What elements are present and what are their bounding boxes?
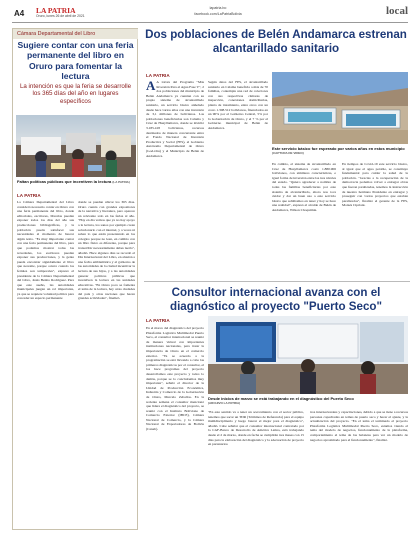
header-rule [12, 22, 408, 23]
story1-photo-credit: (CAPTURA DE VIDEO) [272, 151, 304, 155]
story2-col-1: En el marco del diagnóstico del proyecto Plataforma Logística Multimodal Puerto Seco, el consultor internacional se reunió de manera virtual con importantes instituciones nacionales, para tratar la importancia de Oruro en el comercio exterior. "Ya se acuerdo a la programación se está llevando a cabo las primeros diagnósticos por el consultor, el los hace programas del proyecto desarrollamos este proyecto y todos lo demás, porque se lo concluiremos muy importante", señaló el director de la Unidad de Producción Económica, Industria y Comercio de la Gobernación de Oruro, Marcelo Zeballos. En la reciente semana el consultor mencionó que lidera el diagnóstico del proyecto, se reunió con el Instituto Boliviano de Comercio Exterior (IBCE), Cámara Nacional de Comercio, y la Cámara Nacional de Exportadores de Bolivia (Caneb). [146, 326, 204, 432]
story1-col-3: En cambio, el sistema de alcantarillado en Cruz de Huayllamarca costó 1.880.906 bolivianos, con similares características, e igual forma de inversión entre las tres niveles del estado. "Quiero agradecer a nombre de todas las familias beneficiarias por este sistema de alcantarillado, ahora nos toca cuidar y dar un buen uso a este servicio básico que soñábamos en tener y hoy se hace una realidad", expresó el alcalde de Belén de Andamarca, Wilson Choquimia. [272, 162, 336, 212]
story1-caption-text: Este servicio básico fue esperado por varios años en estos municipio [272, 146, 405, 151]
facebook-url[interactable]: facebook.com/LaPatriaBolivia [194, 12, 242, 16]
story2-col-3: tros internacionales y capacitaciones, debido a que se tiene a recursos personas capacitadas en temas de puerto seco y hacer el ajuste, y la actualización del proyecto. "En el tema el terminado el proyecto Plataforma Logística Multimodal Puerto Seco, estamos viendo el tema del modelo de negocios, funcionamiento de la plataforma, comportamiento el tema de las balanzas para ver un modelo de negocios aproximado para el funcionamiento", finalizó. [310, 410, 408, 442]
sidebar-story [12, 28, 138, 530]
story1-col1-text: A través del Programa "Más Inversión Para el Agua Fase V", 2 dos poblaciones del municipio de Belén Andamarca ya cuentan con su propio sistema de alcantarillado sanitario, un servicio básico anhelado desde hace varios años con una inversión de 3,1 millones de bolivianos. Las poblaciones beneficiarias son Calama y Cruz de Huayllamarca, donde se invirtió 3.185.418 bolivianos, recursos destinados de manera concurrente entre el Fondo Nacional de Inversión Productiva y Social (FPS), el Gobierno Autónomo Departamental de Oruro (God-Oru) y el Municipio de Belén de Andamarca. [146, 80, 204, 158]
sidebar-photo-credit: (LA PATRIA) [112, 180, 130, 184]
story1-col-1 [146, 80, 204, 276]
story-divider [144, 281, 410, 282]
story2-col-2: "En este sentido va a tener un acercamiento con el sector público, tenemos que sacar un TDR (Términos de Referencia) para el equipo multidisciplinario y luego buscar el mejor para el diagnóstico", añadió. Cabe señalar que el consultor internacional contratado por la CAF-Banco de Desarrollo de América Latina, está trabajando desde el 2 de marzo, donde en fecha se cumplirán tres meses con 15 días para la elaboración del diagnóstico y la adecuación de proyecto en partenarios [208, 410, 304, 447]
sidebar-body-col-2: donde se puedan ubicar los 365 días. Oruro cuenta con grandes expositores de la narrativa y literatura, pero aparece un relevante sólo en las ferias al año. "Hay en día vemos que ya no hay apoyo a la lectura, los sanos por ejemplo crean solucionarlo con el internet, y a veces ni saben lo que están presentando en los colegios porque no leen, en cambio con un libro físico es diferente, porque para transcribir necesariamente debes leerlo", añadió. Hace algunos días se recordó el Día Internacional del Libro, en alusión a una fecha emblemática y el gobierno de las autoridades de la ciudad incentivar la lectura de sus hijos, y a las autoridades generar políticas públicas que incentiven la lectura en las unidades educativas. "En Oruro poco se fomenta el tema de la lectura, hay otras ciudades del país y otras naciones que hacen grandes actividades", finalizó. [78, 200, 135, 301]
sidebar-body-col-1: La Cámara Departamental del Libro consideró necesario contar en Oruro con una feria permanente del libro, donde editoriales, escritores, librerías puedan exponer todos los días del año sus producciones bibliográficas, y la población pueda satisfacer sus necesidades al momento de buscar algún texto. "Es muy importante contar con una feria permanente del libro, para que podamos mostrar todas las novedades, los escritores puedan exponer sus producciones, y la gente pueda encontrar siguidamente el libro que necesite, porque ocurre cuando los feriales son temporales", expresó el presidente de la Cámara Departamental del Libro, Jesús Benito Rodríguez. Para que este sueño, las autoridades municipales juegan un rol importante, ya que se requiere voluntad política para conceder un espacio permanente [17, 200, 74, 301]
story-puerto-seco [144, 286, 410, 530]
story2-photo [208, 316, 408, 394]
story1-photo-caption [272, 146, 408, 156]
dry-port-meeting-photo-icon [208, 316, 408, 394]
issue-date: Oruro, lunes 26 de abril de 2021 [36, 14, 85, 18]
story1-headline: Dos poblaciones de Belén Andamarca estrenan alcantarillado sanitario [145, 28, 407, 55]
page-number: A4 [14, 9, 25, 18]
sidebar-dek: La intención es que la feria se desarrolle los 365 días del año en lugares específicos [19, 83, 132, 105]
story2-photo-caption [208, 396, 408, 406]
sidebar-headline: Sugiere contar con una feria permanente del libro en Oruro para fomentar la lectura [17, 40, 134, 82]
story2-byline: LA PATRIA [146, 318, 170, 323]
newspaper-logo: LA PATRIA [36, 6, 76, 15]
sidebar-kicker: Cámara Departamental del Libro [13, 29, 138, 39]
story1-col-4: En tiempos de Covid-19 este servicio básico, al igual que el agua potable, se constituye fundamental para cuidar la salud de la población. "Gracias a la recuperación de la democracia podemos volver a entregar obras que fueron paralizadas, tenemos la instrucción de nuestro hermano Presidente en entregar y proseguir con varios proyectos que estaban paralizados", finalizó el gerente de la FPS, Moisés Cipriani. [342, 162, 408, 208]
section-label: local [386, 5, 408, 17]
sidebar-photo [16, 115, 136, 177]
sidebar-caption-text: Faltan políticas públicas que incentiven la lectura [17, 179, 112, 184]
story2-caption-text: Desde inicios de marzo se está trabajando en el diagnóstico del Puerto Seco [208, 396, 354, 401]
story1-dropcap: A [146, 80, 156, 93]
website-url[interactable]: lapatria.bo [209, 6, 227, 10]
story1-byline: LA PATRIA [146, 73, 170, 78]
story1-col-2: Según datos del FPS, el alcantarillado sanitario en Calama beneficia a más de 70 familias, contempla una red de colectores con sus respectivas cámaras de inspección, conexiones domiciliarias, planta de tratamiento, entre otros con un costo 1.308.512 bolivianos, financiados en un 90% por el Gobierno Central, 5% por la Gobernación de Oruro, y el 7 % por el Gobierno municipal de Belén de Andamarca. [208, 80, 268, 130]
story2-photo-credit: (ARCHIVO LA PATRIA) [208, 401, 241, 405]
sidebar-byline: LA PATRIA [17, 193, 41, 198]
sanitation-plant-photo-icon [272, 72, 408, 144]
story1-photo [272, 72, 408, 144]
sidebar-photo-caption [17, 179, 135, 185]
book-fair-photo-icon [16, 115, 136, 177]
story2-headline: Consultor internacional avanza con el diagnóstico al proyecto "Puerto Seco" [170, 286, 382, 313]
story-alcantarillado [144, 28, 410, 278]
page-header [0, 0, 420, 22]
